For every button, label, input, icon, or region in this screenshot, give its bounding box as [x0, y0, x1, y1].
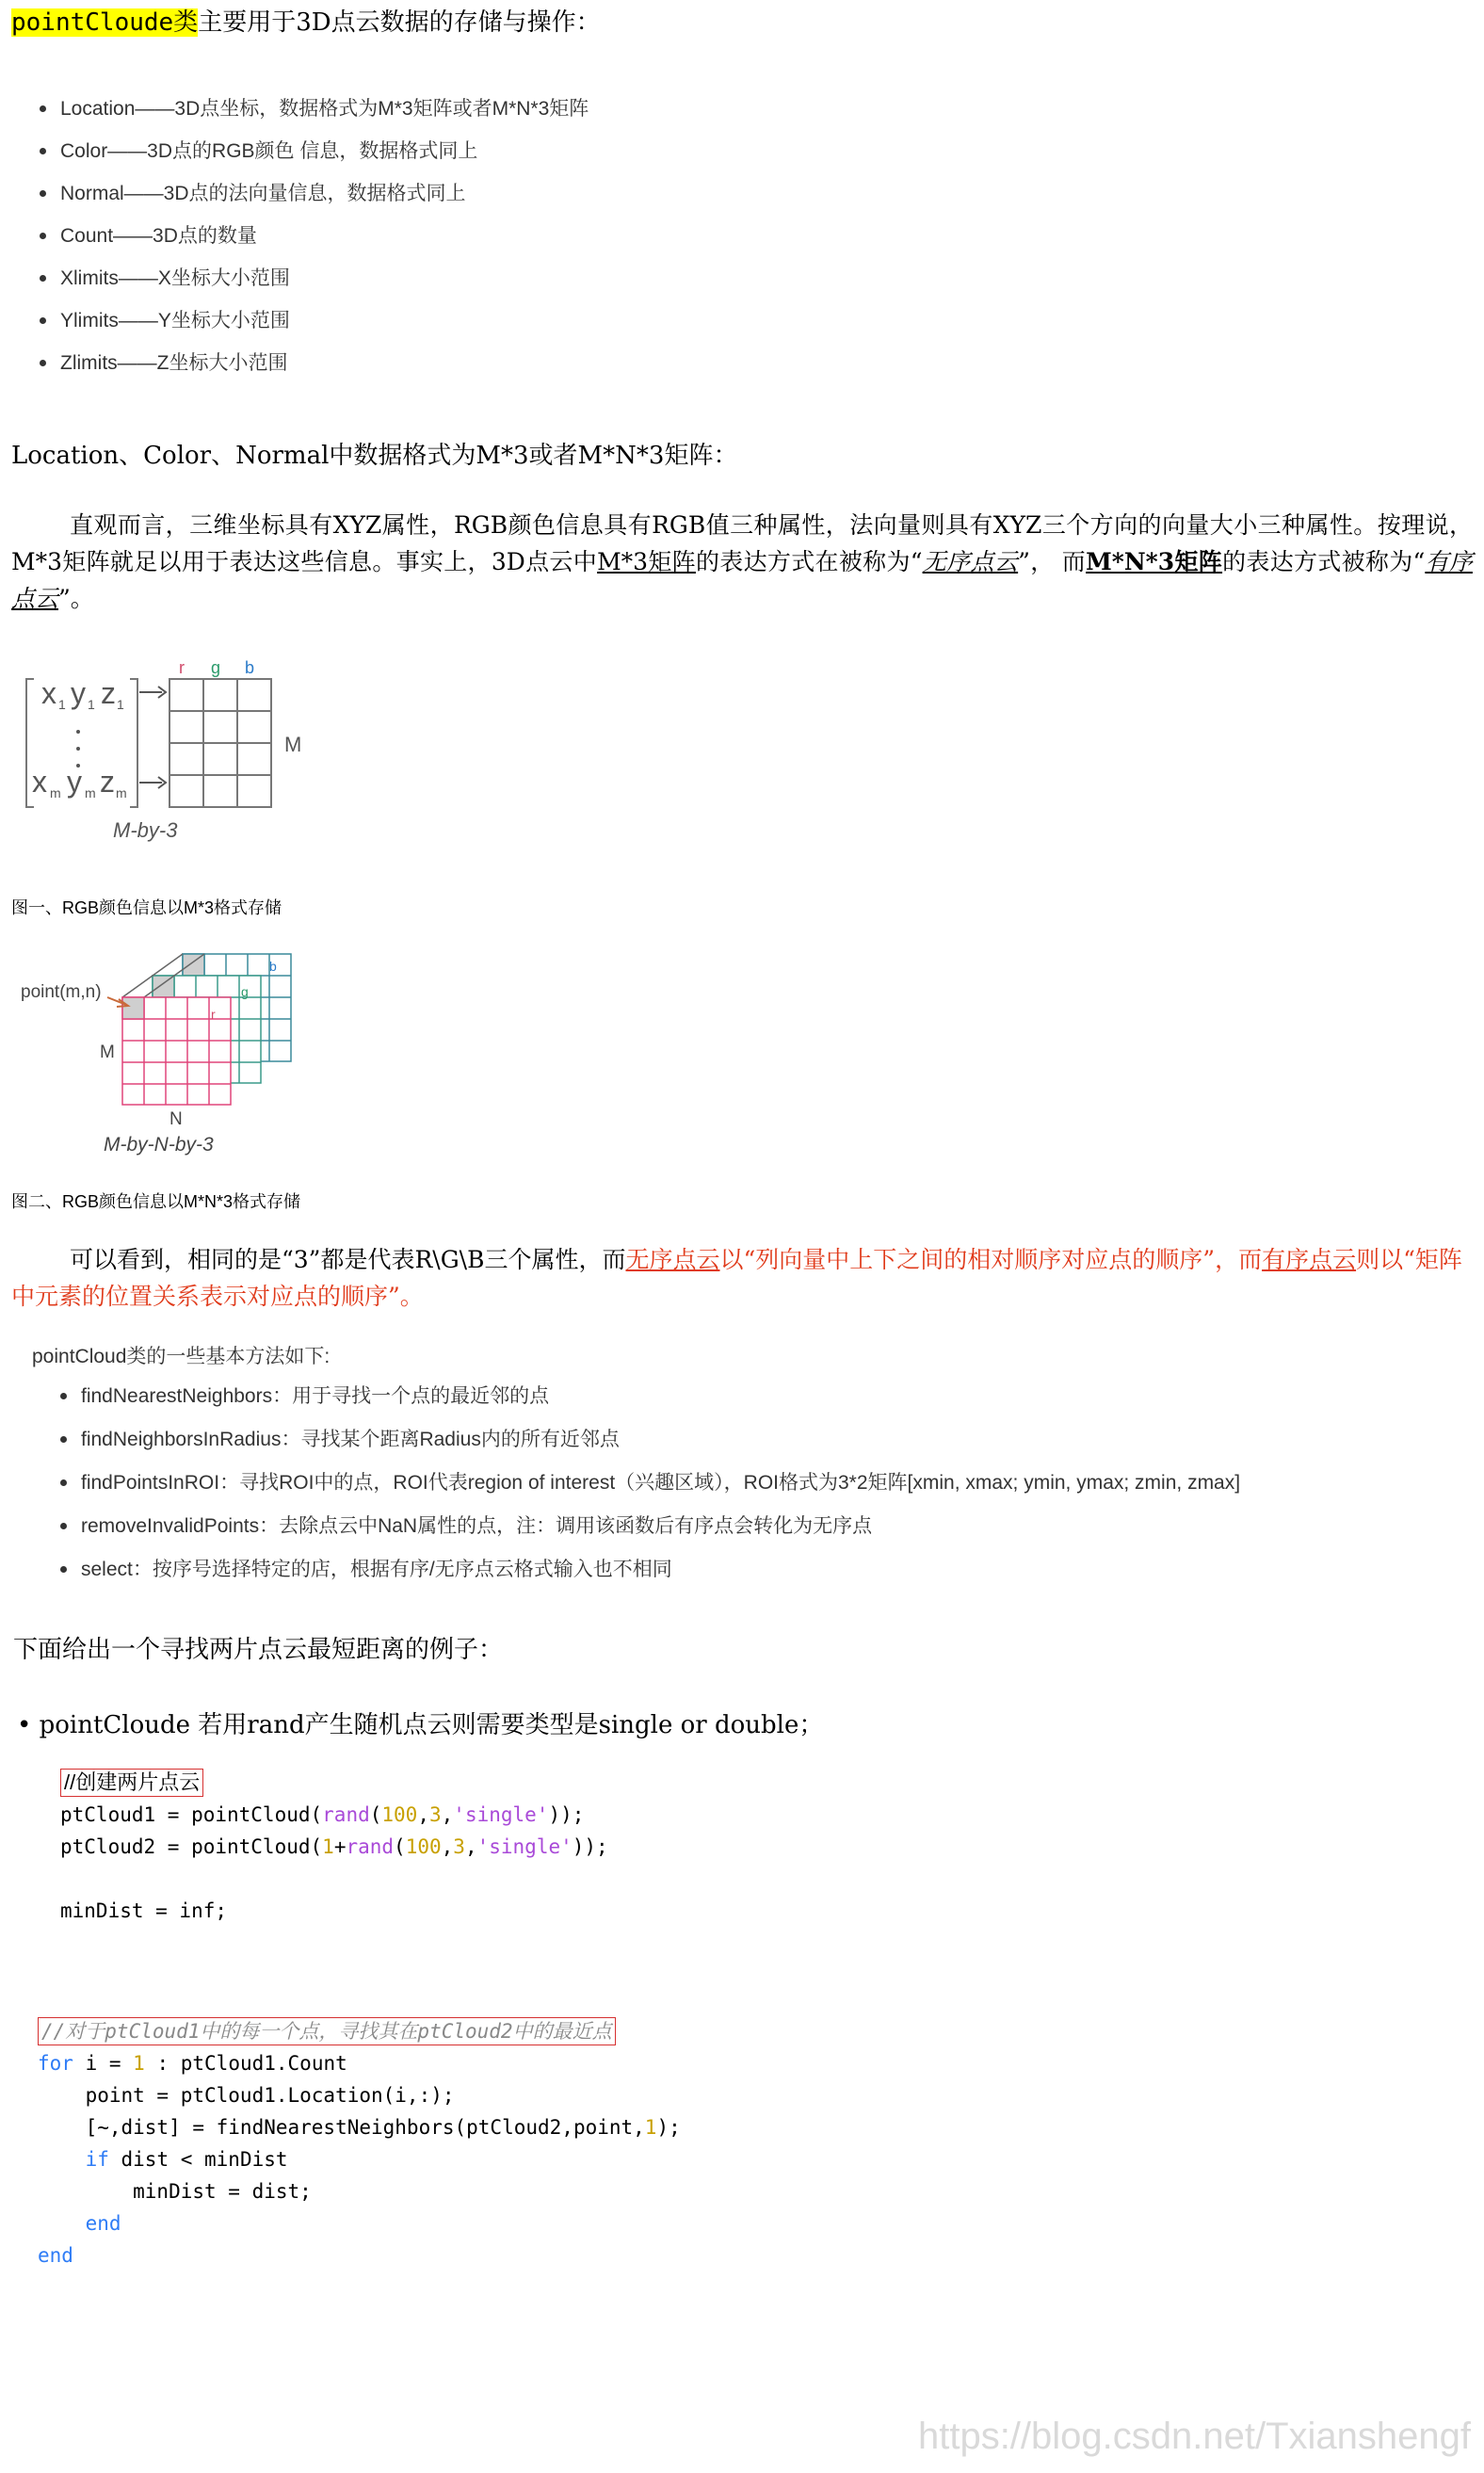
code-token: : ptCloud1.Count — [144, 2052, 347, 2075]
n-cols-label: N — [169, 1109, 183, 1129]
b-column-label: b — [245, 658, 255, 677]
code-token: 3 — [428, 1803, 442, 1826]
code-line — [38, 2143, 681, 2175]
m-by-n-by-3-label: M-by-N-by-3 — [104, 1134, 214, 1156]
class-name-highlight: pointCloude类 — [11, 8, 199, 37]
example-heading: 下面给出一个寻找两片点云最短距离的例子： — [13, 1636, 504, 1664]
conclusion-text-2: 以“列向量中上下之间的相对顺序对应点的顺序”，而 — [719, 1246, 1263, 1273]
m-rows-label: M — [284, 733, 302, 756]
point-mn-label: point(m,n) — [21, 982, 102, 1002]
figure1-diagram — [19, 655, 320, 857]
figure2-diagram — [13, 945, 305, 1171]
figure2-caption: 图二、RGB颜色信息以M*N*3格式存储 — [11, 1192, 301, 1211]
code-token: rand — [346, 1835, 395, 1858]
ellipsis-dot — [76, 730, 80, 734]
code-line: point = ptCloud1.Location(i,:); — [38, 2084, 455, 2107]
g-layer-label: g — [241, 984, 249, 999]
code-token: ); — [656, 2116, 681, 2139]
code-token: for — [38, 2052, 73, 2075]
figure1-caption: 图一、RGB颜色信息以M*3格式存储 — [11, 898, 282, 917]
code-line: minDist = inf; — [60, 1899, 228, 1922]
code-token: ( — [394, 1835, 406, 1858]
code-block-2 — [38, 2015, 681, 2271]
intuition-text-3: ”， 而 — [1018, 548, 1087, 575]
code-token: [~,dist] = findNearestNeighbors(ptCloud2,point, — [38, 2116, 645, 2139]
code-token: + — [333, 1835, 347, 1858]
comment-nearest-search: //对于ptCloud1中的每一个点，寻找其在ptCloud2中的最近点 — [38, 2017, 616, 2045]
code-token: )); — [572, 1835, 608, 1858]
intuition-text-2: 的表达方式在被称为“ — [696, 548, 923, 575]
xm-subscript: m — [50, 785, 61, 800]
code-token: 'single' — [453, 1803, 549, 1826]
matrix-grid — [169, 679, 271, 807]
code-token: if — [85, 2148, 109, 2171]
ellipsis-dot — [76, 747, 80, 751]
intuition-text-4: 的表达方式被称为“ — [1222, 548, 1426, 575]
right-bracket — [130, 679, 137, 807]
m3-matrix-term: M*3矩阵 — [597, 548, 696, 575]
point-highlight-cell — [122, 997, 144, 1019]
watermark: https://blog.csdn.net/Txianshengf — [917, 2416, 1471, 2457]
code-line — [38, 2239, 681, 2271]
code-line: minDist = dist; — [38, 2180, 312, 2203]
code-token: , — [441, 1835, 454, 1858]
r-column-label: r — [179, 658, 185, 677]
g-column-label: g — [211, 658, 221, 677]
code-token: dist < minDist — [108, 2148, 288, 2171]
code-token — [38, 2212, 86, 2235]
ordered-term: 有序点云 — [11, 548, 1473, 612]
code-token: ( — [369, 1803, 382, 1826]
list-item: findNeighborsInRadius：寻找某个距离Radius内的所有近邻点 — [58, 1418, 1240, 1462]
code-token: 100 — [381, 1803, 418, 1826]
list-item: Ylimits——Y坐标大小范围 — [38, 299, 589, 342]
conclusion-text-1: 可以看到，相同的是“3”都是代表R\G\B三个属性，而 — [70, 1246, 626, 1273]
code-token: end — [85, 2212, 121, 2235]
code-token: , — [464, 1835, 477, 1858]
comment-create-clouds: //创建两片点云 — [60, 1769, 203, 1797]
list-item: select：按序号选择特定的店，根据有序/无序点云格式输入也不相同 — [58, 1548, 1240, 1592]
list-item: Normal——3D点的法向量信息，数据格式同上 — [38, 172, 589, 215]
code-line — [38, 2015, 681, 2047]
code-token — [38, 2148, 86, 2171]
conclusion-text-3: 则以“矩阵中元素的位置关系表示对应点的顺序”。 — [11, 1246, 1462, 1310]
code-line — [60, 1831, 608, 1863]
unordered-term: 无序点云 — [922, 548, 1019, 575]
x1-label: x — [41, 676, 56, 710]
code-line — [38, 2111, 681, 2143]
code-token: 1 — [133, 2052, 145, 2075]
intuition-text-5: ”。 — [58, 585, 94, 612]
m-by-3-label: M-by-3 — [113, 818, 178, 842]
list-item: Color——3D点的RGB颜色 信息，数据格式同上 — [38, 130, 589, 172]
code-line — [38, 2047, 681, 2079]
g-highlight-cell — [153, 976, 174, 997]
format-heading: Location、Color、Normal中数据格式为M*3或者M*N*3矩阵： — [11, 442, 738, 470]
b-layer-label: b — [269, 959, 277, 974]
code-token: end — [38, 2244, 73, 2267]
m-rows-label: M — [100, 1043, 115, 1062]
code-line — [38, 2207, 681, 2239]
code-token: 3 — [453, 1835, 465, 1858]
unordered-term-red: 无序点云 — [625, 1246, 720, 1273]
code-blank-line — [60, 1863, 608, 1895]
code-token: ptCloud2 = pointCloud( — [60, 1835, 323, 1858]
code-token: i = — [73, 2052, 134, 2075]
list-item: Xlimits——X坐标大小范围 — [38, 257, 589, 299]
mn3-matrix-term: M*N*3矩阵 — [1086, 548, 1223, 575]
code-token: 'single' — [476, 1835, 573, 1858]
y1-label: y — [71, 676, 86, 710]
y1-subscript: 1 — [88, 697, 95, 712]
list-item: removeInvalidPoints：去除点云中NaN属性的点，注：调用该函数后有序点会转化为无序点 — [58, 1505, 1240, 1548]
conclusion-paragraph — [11, 1241, 1473, 1315]
z1-subscript: 1 — [117, 697, 124, 712]
list-item: Zlimits——Z坐标大小范围 — [38, 342, 589, 384]
list-item: Count——3D点的数量 — [38, 215, 589, 257]
list-item: findPointsInROI：寻找ROI中的点，ROI代表region of interest（兴趣区域），ROI格式为3*2矩阵[xmin, xmax; ymin, ymax; zmin, zmax] — [58, 1462, 1240, 1505]
zm-label: z — [100, 765, 115, 799]
code-line — [60, 1799, 608, 1831]
property-list — [38, 88, 589, 384]
code-token: 1 — [322, 1835, 334, 1858]
list-item: findNearestNeighbors：用于寻找一个点的最近邻的点 — [58, 1375, 1240, 1418]
code-line — [60, 1767, 608, 1799]
type-note: • pointCloude 若用rand产生随机点云则需要类型是single or double； — [17, 1711, 824, 1739]
code-token: rand — [322, 1803, 370, 1826]
code-token: ptCloud1 = pointCloud( — [60, 1803, 323, 1826]
methods-list — [58, 1375, 1240, 1592]
r-layer-label: r — [211, 1007, 216, 1022]
intuition-paragraph — [11, 507, 1473, 617]
zm-subscript: m — [116, 785, 127, 800]
ym-subscript: m — [85, 785, 96, 800]
x1-subscript: 1 — [58, 697, 66, 712]
z1-label: z — [101, 676, 116, 710]
intuition-text-1: 直观而言，三维坐标具有XYZ属性，RGB颜色信息具有RGB值三种属性，法向量则具有XYZ三个方向的向量大小三种属性。按理说，M*3矩阵就足以用于表达这些信息。事实上，3D点云中 — [11, 511, 1473, 575]
code-token: 1 — [644, 2116, 657, 2139]
code-block-1 — [60, 1767, 608, 1927]
ordered-term-red: 有序点云 — [1262, 1246, 1357, 1273]
b-highlight-cell — [183, 954, 204, 976]
code-token: )); — [548, 1803, 585, 1826]
methods-intro: pointCloud类的一些基本方法如下: — [32, 1346, 331, 1367]
title-rest: 主要用于3D点云数据的存储与操作： — [198, 8, 601, 37]
code-token: , — [441, 1803, 454, 1826]
list-item: Location——3D点坐标，数据格式为M*3矩阵或者M*N*3矩阵 — [38, 88, 589, 130]
ym-label: y — [67, 765, 82, 799]
code-token: , — [417, 1803, 429, 1826]
title-line — [11, 4, 601, 41]
code-token: 100 — [405, 1835, 442, 1858]
xm-label: x — [32, 765, 47, 799]
